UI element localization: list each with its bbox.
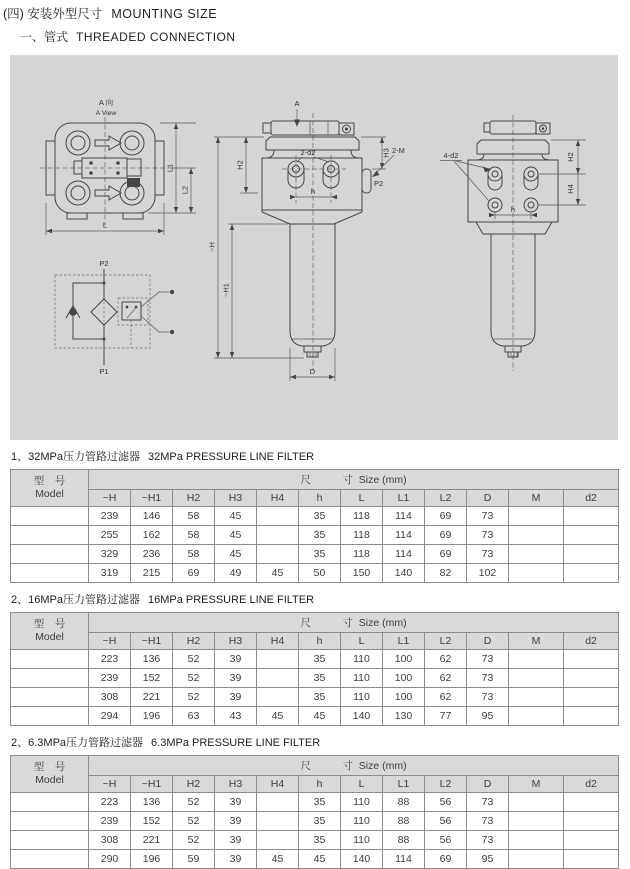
size-cell: 45 <box>215 526 257 545</box>
size-column-header: H4 <box>257 776 299 793</box>
size-cell: 45 <box>299 850 341 869</box>
size-cell: 62 <box>425 688 467 707</box>
table-title <box>11 591 630 607</box>
size-cell: 73 <box>467 526 509 545</box>
size-cell: 329 <box>89 545 131 564</box>
size-cell: 95 <box>467 850 509 869</box>
size-cell: 39 <box>215 669 257 688</box>
model-cell <box>11 688 89 707</box>
size-column-header: H4 <box>257 490 299 507</box>
size-column-header: D <box>467 490 509 507</box>
size-column-header: h <box>299 490 341 507</box>
size-column-header: L1 <box>383 776 425 793</box>
dim-label-L1: L1 <box>165 163 175 173</box>
size-column-header: H3 <box>215 490 257 507</box>
size-column-header: D <box>467 633 509 650</box>
model-cell <box>11 545 89 564</box>
size-cell: 100 <box>383 650 425 669</box>
size-cell: 39 <box>215 850 257 869</box>
size-cell <box>564 793 619 812</box>
size-cell: 221 <box>131 831 173 850</box>
size-cell: 130 <box>383 707 425 726</box>
table-title <box>11 734 630 750</box>
table-title <box>11 448 630 464</box>
size-cell: 45 <box>215 545 257 564</box>
size-columns-row <box>11 490 619 507</box>
table-section-32mpa <box>10 448 630 583</box>
size-cell: 73 <box>467 793 509 812</box>
size-cell: 95 <box>467 707 509 726</box>
size-cell <box>564 707 619 726</box>
size-cell <box>257 526 299 545</box>
size-column-header: ~H <box>89 490 131 507</box>
table-body <box>11 507 619 583</box>
dim-label-H2: H2 <box>235 160 245 170</box>
page-subtitle <box>20 28 630 45</box>
size-cell: 152 <box>131 812 173 831</box>
dimension-table-32mpa <box>10 469 619 583</box>
size-cell: 52 <box>173 812 215 831</box>
size-cell: 59 <box>173 850 215 869</box>
size-column-header: H2 <box>173 633 215 650</box>
size-cell: 45 <box>257 707 299 726</box>
page-subtitle-en: THREADED CONNECTION <box>76 30 236 44</box>
size-cell: 35 <box>299 688 341 707</box>
size-cell: 110 <box>341 669 383 688</box>
size-cell: 196 <box>131 850 173 869</box>
front-view-drawing <box>208 99 405 381</box>
size-columns-row <box>11 633 619 650</box>
size-column-header: h <box>299 776 341 793</box>
size-column-header: L2 <box>425 633 467 650</box>
size-cell: 73 <box>467 812 509 831</box>
model-header-en: Model <box>35 774 64 786</box>
table-row <box>11 688 619 707</box>
size-column-header: d2 <box>564 633 619 650</box>
model-cell <box>11 831 89 850</box>
size-band-header: 尺 寸 Size (mm) <box>89 470 619 490</box>
size-cell: 150 <box>341 564 383 583</box>
size-cell: 236 <box>131 545 173 564</box>
diagram-panel <box>10 55 618 440</box>
model-cell <box>11 526 89 545</box>
size-cell: 308 <box>89 688 131 707</box>
size-cell: 73 <box>467 688 509 707</box>
table-title-en: 16MPa PRESSURE LINE FILTER <box>147 594 315 606</box>
size-cell: 319 <box>89 564 131 583</box>
size-cell: 39 <box>215 688 257 707</box>
page-title-en: MOUNTING SIZE <box>111 7 218 21</box>
size-cell: 77 <box>425 707 467 726</box>
size-cell: 255 <box>89 526 131 545</box>
size-band-header: 尺 寸 Size (mm) <box>89 613 619 633</box>
view-a-label-cn: A 向 <box>98 98 114 107</box>
size-cell <box>257 793 299 812</box>
size-column-header: H2 <box>173 776 215 793</box>
dim-label-H3: H3 <box>381 148 391 158</box>
model-cell <box>11 507 89 526</box>
size-column-header: ~H1 <box>131 776 173 793</box>
size-cell: 100 <box>383 688 425 707</box>
size-cell <box>564 650 619 669</box>
model-header-cn: 型 号 <box>33 618 66 631</box>
size-cell: 308 <box>89 831 131 850</box>
size-cell <box>509 850 564 869</box>
size-cell: 58 <box>173 545 215 564</box>
dimension-table-16mpa <box>10 612 619 726</box>
table-row <box>11 850 619 869</box>
size-cell <box>564 564 619 583</box>
size-column-header: H2 <box>173 490 215 507</box>
view-arrow-label-A: A <box>294 99 300 108</box>
size-cell: 221 <box>131 688 173 707</box>
size-column-header: M <box>509 776 564 793</box>
size-cell: 63 <box>173 707 215 726</box>
dim-label-L2: L2 <box>180 185 190 195</box>
size-cell: 239 <box>89 812 131 831</box>
size-cell: 196 <box>131 707 173 726</box>
size-cell <box>257 669 299 688</box>
size-band-header: 尺 寸 Size (mm) <box>89 756 619 776</box>
dim-label-h-side: h <box>510 205 516 214</box>
size-column-header: H4 <box>257 633 299 650</box>
dim-label-H4: H4 <box>566 184 575 194</box>
mounting-dimension-drawing <box>10 55 618 440</box>
size-cell <box>509 507 564 526</box>
size-column-header: H3 <box>215 633 257 650</box>
table-row <box>11 793 619 812</box>
size-cell <box>257 812 299 831</box>
page-subtitle-cn: 一、管式 <box>20 30 69 44</box>
size-column-header: D <box>467 776 509 793</box>
size-cell: 82 <box>425 564 467 583</box>
size-cell: 35 <box>299 812 341 831</box>
size-cell: 136 <box>131 650 173 669</box>
size-cell: 56 <box>425 793 467 812</box>
size-cell <box>509 650 564 669</box>
size-column-header: ~H <box>89 776 131 793</box>
size-column-header: L <box>341 633 383 650</box>
size-cell: 52 <box>173 669 215 688</box>
size-cell: 73 <box>467 545 509 564</box>
flow-arrow-icon <box>95 136 121 150</box>
size-cell: 58 <box>173 526 215 545</box>
size-column-header: L <box>341 490 383 507</box>
size-cell: 73 <box>467 831 509 850</box>
size-cell <box>509 707 564 726</box>
size-cell <box>509 812 564 831</box>
size-cell <box>564 545 619 564</box>
size-cell: 223 <box>89 650 131 669</box>
size-cell: 73 <box>467 669 509 688</box>
size-cell: 56 <box>425 812 467 831</box>
page-title-cn: (四) 安装外型尺寸 <box>3 7 103 21</box>
size-cell: 52 <box>173 793 215 812</box>
table-body <box>11 650 619 726</box>
dimension-table-6-3mpa <box>10 755 619 869</box>
size-cell <box>509 564 564 583</box>
size-cell <box>509 793 564 812</box>
side-view-drawing <box>440 115 586 371</box>
table-row <box>11 526 619 545</box>
dim-label-H2-side: H2 <box>566 152 575 162</box>
size-cell: 239 <box>89 669 131 688</box>
size-cell: 290 <box>89 850 131 869</box>
size-cell: 69 <box>425 507 467 526</box>
size-cell: 58 <box>173 507 215 526</box>
size-cell: 35 <box>299 507 341 526</box>
table-row <box>11 545 619 564</box>
size-cell: 73 <box>467 650 509 669</box>
size-cell: 39 <box>215 831 257 850</box>
size-cell <box>509 688 564 707</box>
size-column-header: M <box>509 633 564 650</box>
size-cell: 56 <box>425 831 467 850</box>
size-cell: 69 <box>425 850 467 869</box>
size-cell: 118 <box>341 545 383 564</box>
size-cell: 110 <box>341 831 383 850</box>
size-cell: 35 <box>299 650 341 669</box>
table-title-en: 32MPa PRESSURE LINE FILTER <box>147 451 315 463</box>
size-cell: 294 <box>89 707 131 726</box>
table-title-cn: 1、32MPa压力管路过滤器 <box>11 451 140 463</box>
size-cell: 88 <box>383 812 425 831</box>
table-row <box>11 812 619 831</box>
size-cell <box>564 850 619 869</box>
size-column-header: L <box>341 776 383 793</box>
table-row <box>11 831 619 850</box>
size-cell: 118 <box>341 507 383 526</box>
model-cell <box>11 850 89 869</box>
size-cell: 35 <box>299 545 341 564</box>
size-column-header: ~H1 <box>131 490 173 507</box>
size-column-header: L1 <box>383 490 425 507</box>
table-section-6-3mpa <box>10 734 630 869</box>
model-cell <box>11 564 89 583</box>
size-cell: 140 <box>383 564 425 583</box>
size-cell <box>509 831 564 850</box>
size-cell: 102 <box>467 564 509 583</box>
dim-label-H: ~H <box>207 242 217 252</box>
size-cell <box>257 831 299 850</box>
size-cell <box>564 507 619 526</box>
size-cell: 114 <box>383 507 425 526</box>
model-header-en: Model <box>35 631 64 643</box>
size-cell: 39 <box>215 793 257 812</box>
size-cell <box>257 507 299 526</box>
size-column-header: h <box>299 633 341 650</box>
size-column-header: L2 <box>425 776 467 793</box>
pressure-switch-icon <box>122 302 141 320</box>
size-column-header: L1 <box>383 633 425 650</box>
model-cell <box>11 793 89 812</box>
document-header <box>0 0 630 45</box>
size-cell <box>257 545 299 564</box>
view-a-label-en: A View <box>95 110 117 117</box>
size-cell <box>564 812 619 831</box>
size-cell: 114 <box>383 545 425 564</box>
table-row <box>11 507 619 526</box>
size-cell: 100 <box>383 669 425 688</box>
size-column-header: H3 <box>215 776 257 793</box>
table-row <box>11 564 619 583</box>
size-cell <box>509 669 564 688</box>
size-cell: 45 <box>299 707 341 726</box>
size-cell: 43 <box>215 707 257 726</box>
model-column-header <box>11 756 89 793</box>
dim-label-h: h <box>310 187 316 196</box>
callout-4-d2: 4-d2 <box>443 151 459 160</box>
size-cell: 62 <box>425 650 467 669</box>
size-cell <box>564 526 619 545</box>
top-view-drawing <box>40 97 196 235</box>
size-cell <box>564 669 619 688</box>
size-cell: 45 <box>257 850 299 869</box>
dim-label-L: L <box>102 220 108 230</box>
table-title-cn: 2、16MPa压力管路过滤器 <box>11 594 140 606</box>
size-cell <box>257 650 299 669</box>
size-column-header: d2 <box>564 490 619 507</box>
size-cell: 45 <box>215 507 257 526</box>
size-cell: 35 <box>299 793 341 812</box>
model-header-cn: 型 号 <box>33 761 66 774</box>
callout-2-M: 2-M <box>392 146 405 155</box>
hydraulic-circuit-symbol <box>55 259 174 376</box>
size-cell: 62 <box>425 669 467 688</box>
size-cell <box>509 545 564 564</box>
size-cell: 88 <box>383 831 425 850</box>
size-cell: 110 <box>341 650 383 669</box>
table-title-cn: 2、6.3MPa压力管路过滤器 <box>11 737 144 749</box>
size-columns-row <box>11 776 619 793</box>
size-cell <box>257 688 299 707</box>
port-label-p2-front: P2 <box>374 179 384 188</box>
size-column-header: ~H <box>89 633 131 650</box>
size-cell <box>564 831 619 850</box>
page-title <box>3 4 630 22</box>
port-label-p2: P2 <box>99 259 109 268</box>
model-column-header <box>11 470 89 507</box>
size-cell <box>564 688 619 707</box>
size-cell: 52 <box>173 688 215 707</box>
model-column-header <box>11 613 89 650</box>
size-cell: 110 <box>341 812 383 831</box>
size-cell: 136 <box>131 793 173 812</box>
dim-label-H1: ~H1 <box>221 283 231 297</box>
size-cell: 69 <box>173 564 215 583</box>
table-body <box>11 793 619 869</box>
table-title-en: 6.3MPa PRESSURE LINE FILTER <box>151 737 321 749</box>
size-column-header: ~H1 <box>131 633 173 650</box>
size-cell: 223 <box>89 793 131 812</box>
size-cell: 110 <box>341 688 383 707</box>
size-cell: 215 <box>131 564 173 583</box>
callout-2-d2: 2-d2 <box>300 148 316 157</box>
dim-label-D: D <box>309 367 316 376</box>
size-cell: 239 <box>89 507 131 526</box>
size-cell: 69 <box>425 545 467 564</box>
size-cell: 110 <box>341 793 383 812</box>
model-cell <box>11 707 89 726</box>
size-cell: 45 <box>257 564 299 583</box>
model-cell <box>11 650 89 669</box>
size-cell: 35 <box>299 669 341 688</box>
size-cell: 39 <box>215 812 257 831</box>
flow-arrow-icon <box>95 186 121 200</box>
size-cell <box>509 526 564 545</box>
size-cell: 146 <box>131 507 173 526</box>
model-cell <box>11 669 89 688</box>
size-cell: 88 <box>383 793 425 812</box>
port-label-p1: P1 <box>99 367 109 376</box>
size-column-header: M <box>509 490 564 507</box>
size-cell: 52 <box>173 831 215 850</box>
size-cell: 152 <box>131 669 173 688</box>
size-cell: 49 <box>215 564 257 583</box>
size-cell: 52 <box>173 650 215 669</box>
size-cell: 118 <box>341 526 383 545</box>
table-row <box>11 707 619 726</box>
size-cell: 69 <box>425 526 467 545</box>
size-cell: 39 <box>215 650 257 669</box>
size-cell: 140 <box>341 707 383 726</box>
size-cell: 162 <box>131 526 173 545</box>
size-cell: 50 <box>299 564 341 583</box>
size-cell: 35 <box>299 526 341 545</box>
table-row <box>11 669 619 688</box>
table-section-16mpa <box>10 591 630 726</box>
size-cell: 114 <box>383 526 425 545</box>
table-row <box>11 650 619 669</box>
size-cell: 140 <box>341 850 383 869</box>
size-cell: 35 <box>299 831 341 850</box>
model-cell <box>11 812 89 831</box>
size-column-header: L2 <box>425 490 467 507</box>
size-cell: 114 <box>383 850 425 869</box>
size-cell: 73 <box>467 507 509 526</box>
model-header-cn: 型 号 <box>33 475 66 488</box>
model-header-en: Model <box>35 488 64 500</box>
size-column-header: d2 <box>564 776 619 793</box>
